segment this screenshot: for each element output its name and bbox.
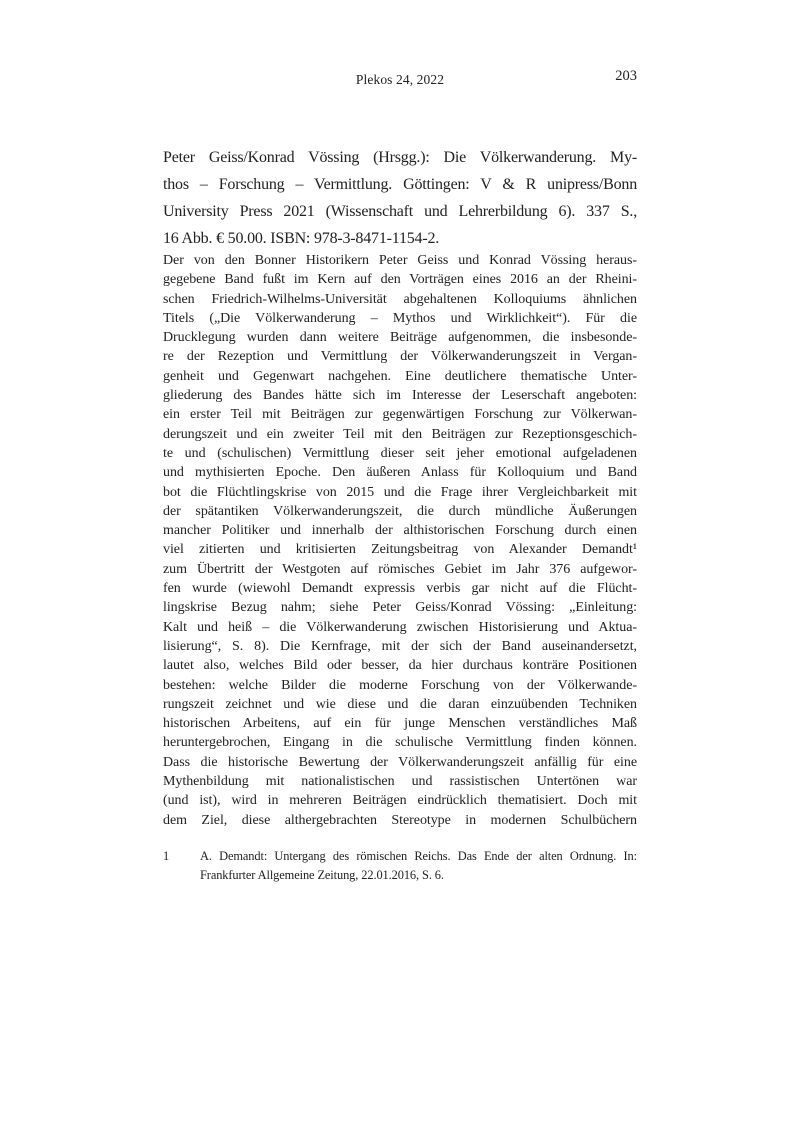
text-line: ein erster Teil mit Beiträgen zur gegenwärtigen Forschung zur Völkerwan- [163, 407, 637, 423]
text-line: 16 Abb. € 50.00. ISBN: 978-3-8471-1154-2. [163, 230, 440, 247]
text-line: genheit und Gegenwart nachgehen. Eine deutlichere thematische Unter- [163, 368, 637, 384]
review-body-text [163, 251, 637, 830]
text-line: historischen Arbeitens, auf ein für junge Menschen verständliches Maß [163, 716, 637, 732]
text-line: Der von den Bonner Historikern Peter Geiss und Konrad Vössing heraus- [163, 253, 637, 268]
text-line: zum Übertritt der Westgoten auf römisches Gebiet im Jahr 376 aufgewor- [163, 561, 637, 577]
review-title-block [163, 144, 637, 252]
text-line: lingskrise Bezug nahm; siehe Peter Geiss/Konrad Vössing: „Einleitung: [163, 600, 637, 616]
text-line: A. Demandt: Untergang des römischen Reichs. Das Ende der alten Ordnung. In: [200, 849, 637, 863]
text-line: viel zitierten und kritisierten Zeitungsbeitrag von Alexander Demandt¹ [163, 542, 637, 558]
text-line: lisierung“, S. 8). Die Kernfrage, mit der sich der Band auseinandersetzt, [163, 638, 637, 654]
text-line: University Press 2021 (Wissenschaft und Lehrerbildung 6). 337 S., [163, 203, 637, 220]
text-line: bot die Flüchtlingskrise von 2015 und die Frage ihrer Vergleichbarkeit mit [163, 484, 637, 500]
page-number: 203 [615, 68, 637, 84]
text-line: Mythenbildung mit nationalistischen und rassistischen Untertönen war [163, 774, 637, 790]
text-line: derungszeit und ein zweiter Teil mit den Beiträgen zur Rezeptionsgeschich- [163, 426, 637, 442]
text-line: schen Friedrich-Wilhelms-Universität abgehaltenen Kolloquiums ähnlichen [163, 291, 637, 307]
text-line: dem Ziel, diese althergebrachten Stereotype in modernen Schulbüchern [163, 812, 637, 828]
text-line: (und ist), wird in mehreren Beiträgen eindrücklich thematisiert. Doch mit [163, 793, 637, 809]
text-line: te und (schulischen) Vermittlung dieser seit jeher emotional aufgeladenen [163, 445, 637, 461]
footnote [163, 847, 637, 885]
journal-header: Plekos 24, 2022 [355, 72, 445, 87]
text-line: der spätantiken Völkerwanderungszeit, die durch mündliche Äußerungen [163, 503, 637, 519]
text-line: re der Rezeption und Vermittlung der Völkerwanderungszeit in Vergan- [163, 349, 637, 365]
text-line: Titels („Die Völkerwanderung – Mythos und Wirklichkeit“). Für die [163, 310, 637, 326]
text-line: rungszeit zeichnet und wie diese und die daran einzuübenden Techniken [163, 696, 637, 712]
text-line: und mythisierten Epoche. Den äußeren Anlass für Kolloquium und Band [163, 465, 637, 481]
text-line: lautet also, welches Bild oder besser, da hier durchaus konträre Positionen [163, 658, 637, 674]
text-line: heruntergebrochen, Eingang in die schulische Vermittlung finden können. [163, 735, 637, 751]
text-line: Peter Geiss/Konrad Vössing (Hrsgg.): Die Völkerwanderung. My- [163, 149, 637, 166]
footnote-text [200, 847, 637, 885]
text-line: Kalt und heiß – die Völkerwanderung zwischen Historisierung und Aktua- [163, 619, 637, 635]
text-line: bestehen: welche Bilder die moderne Forschung von der Völkerwande- [163, 677, 637, 693]
text-line: gliederung des Bandes hätte sich im Interesse der Leserschaft angeboten: [163, 388, 637, 404]
text-line: Frankfurter Allgemeine Zeitung, 22.01.2016, S. 6. [200, 868, 444, 882]
running-header [163, 68, 637, 91]
text-line: Dass die historische Bewertung der Völkerwanderungszeit anfällig für eine [163, 754, 637, 770]
text-line: thos – Forschung – Vermittlung. Göttingen: V & R unipress/Bonn [163, 176, 637, 193]
text-line: Drucklegung wurden dann weitere Beiträge aufgenommen, die insbesonde- [163, 330, 637, 346]
footnote-number: 1 [163, 849, 170, 863]
text-line: mancher Politiker und innerhalb der althistorischen Forschung durch einen [163, 523, 637, 539]
text-line: gegebene Band fußt im Kern auf den Vorträgen eines 2016 an der Rheini- [163, 272, 637, 288]
text-line: fen wurde (wiewohl Demandt expressis verbis gar nicht auf die Flücht- [163, 581, 637, 597]
